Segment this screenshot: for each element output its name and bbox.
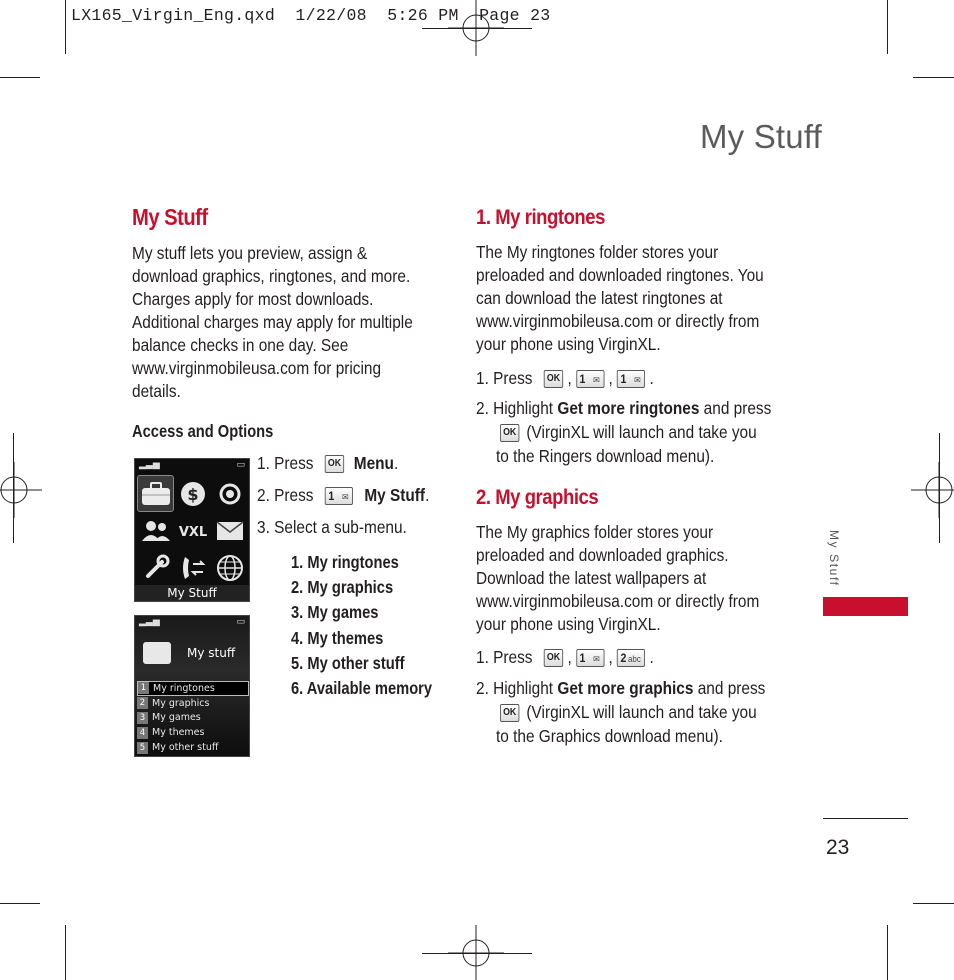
voicemail-symbol: ✉ <box>593 654 600 665</box>
crop-mark <box>13 433 14 543</box>
body-line: www.virginmobileusa.com or directly from <box>476 591 760 611</box>
screen-caption: My Stuff <box>135 585 249 601</box>
crop-mark <box>939 433 940 543</box>
submenu-list <box>291 550 432 701</box>
key-2-icon <box>617 649 645 667</box>
crop-mark <box>65 925 66 980</box>
registration-mark-icon <box>911 462 954 518</box>
screen-menu-item <box>137 711 249 726</box>
step-text: 2. Highlight <box>476 678 554 698</box>
key-digit: 1 <box>579 651 586 666</box>
status-bar <box>135 459 249 473</box>
step-text: and press <box>697 678 766 698</box>
key-letters: abc <box>628 654 641 665</box>
crop-mark <box>913 903 954 904</box>
access-step-2 <box>257 484 429 507</box>
screen-menu-item <box>137 740 249 755</box>
phone-screen-menu <box>134 458 250 602</box>
ringtones-step-2-cont <box>500 421 757 444</box>
intro-line: Additional charges may apply for multiple <box>132 312 413 332</box>
crop-mark <box>913 77 954 78</box>
footer-rule <box>823 818 908 819</box>
menu-icon-grid <box>137 475 249 587</box>
comma: , <box>563 368 577 388</box>
briefcase-icon <box>143 642 171 664</box>
submenu-item: 6. Available memory <box>291 677 433 698</box>
briefcase-icon <box>137 475 174 512</box>
item-label: My other stuff <box>152 742 219 754</box>
submenu-item: 5. My other stuff <box>291 652 405 673</box>
svg-text:$: $ <box>187 484 199 504</box>
submenu-item: 3. My games <box>291 602 379 623</box>
section-heading: My Stuff <box>132 204 208 230</box>
battery-icon: ▭ <box>236 617 245 627</box>
step-text: 1. Press <box>476 647 533 667</box>
screen-menu-list <box>137 681 249 755</box>
step-text: (VirginXL will launch and take you <box>526 702 757 722</box>
access-step-1 <box>257 452 398 475</box>
item-number: 5 <box>137 742 148 754</box>
svg-text:VXL: VXL <box>178 524 208 539</box>
graphics-step-2-cont <box>500 701 757 724</box>
ok-key-icon: OK <box>500 704 519 722</box>
intro-line: My stuff lets you preview, assign & <box>132 243 368 263</box>
signal-icon: ▂▃▅ <box>139 460 160 470</box>
ok-key-icon: OK <box>325 455 344 473</box>
period: . <box>645 368 654 388</box>
page-number: 23 <box>826 836 850 859</box>
body-line: Download the latest wallpapers at <box>476 568 707 588</box>
intro-line: download graphics, ringtones, and more. <box>132 266 411 286</box>
graphics-step-2 <box>476 677 765 700</box>
running-title: My Stuff <box>699 118 822 155</box>
people-icon <box>137 512 174 549</box>
intro-line: Charges apply for most downloads. <box>132 289 374 309</box>
ok-key-icon: OK <box>544 370 563 388</box>
crop-mark <box>887 0 888 54</box>
body-line: preloaded and downloaded ringtones. You <box>476 265 764 285</box>
key-1-icon <box>617 370 645 388</box>
crop-mark <box>65 0 66 54</box>
step-text: (VirginXL will launch and take you <box>526 422 757 442</box>
ringtones-step-1 <box>476 367 654 390</box>
key-digit: 1 <box>579 372 586 387</box>
graphics-paragraph <box>476 521 759 636</box>
access-step-3: 3. Select a sub-menu. <box>257 517 407 537</box>
signal-icon: ▂▃▅ <box>139 617 160 627</box>
step-bold: Get more graphics <box>557 678 694 698</box>
screen-menu-item <box>137 725 249 740</box>
key-1-icon <box>576 370 604 388</box>
step-bold: Get more ringtones <box>557 398 700 418</box>
intro-line: details. <box>132 381 181 401</box>
ringtones-step-2 <box>476 397 771 420</box>
body-line: preloaded and downloaded graphics. <box>476 545 729 565</box>
period: . <box>393 453 399 473</box>
voicemail-symbol: ✉ <box>341 492 349 503</box>
comma: , <box>604 647 618 667</box>
section-tab-marker <box>823 597 908 616</box>
key-digit: 2 <box>620 651 627 666</box>
item-label: My graphics <box>152 697 210 709</box>
envelope-icon <box>212 512 249 549</box>
registration-mark-icon <box>0 462 42 518</box>
vxl-logo <box>174 512 211 549</box>
key-1-icon <box>576 649 604 667</box>
step-text: 2. Press <box>257 485 314 505</box>
crop-mark <box>887 925 888 980</box>
screen-menu-item <box>137 681 249 696</box>
tools-icon <box>137 550 174 587</box>
ok-key-icon: OK <box>544 649 563 667</box>
intro-paragraph <box>132 242 413 403</box>
ringtones-paragraph <box>476 241 764 356</box>
status-bar <box>135 616 249 630</box>
intro-line: www.virginmobileusa.com for pricing <box>132 358 382 378</box>
screen-menu-item <box>137 696 249 711</box>
item-number: 1 <box>138 682 149 694</box>
ok-key-icon: OK <box>500 424 519 442</box>
step-text: 1. Press <box>476 368 533 388</box>
print-slug: LX165_Virgin_Eng.qxd 1/22/08 5:26 PM Page 23 <box>71 6 551 25</box>
body-line: can download the latest ringtones at <box>476 288 723 308</box>
body-line: The My graphics folder stores your <box>476 522 714 542</box>
graphics-step-1 <box>476 646 654 669</box>
body-line: your phone using VirginXL. <box>476 334 661 354</box>
dollar-icon <box>174 475 211 512</box>
step-text: and press <box>703 398 772 418</box>
body-line: your phone using VirginXL. <box>476 614 661 634</box>
crop-mark <box>422 953 532 954</box>
key-digit: 1 <box>328 489 335 504</box>
step-bold: My Stuff <box>364 485 426 505</box>
step-bold: Menu <box>353 453 394 473</box>
phone-screen-submenu <box>134 615 250 757</box>
phone-transfer-icon <box>174 550 211 587</box>
graphics-heading: 2. My graphics <box>476 486 599 509</box>
key-1-icon <box>325 487 353 505</box>
crop-mark <box>0 77 40 78</box>
item-number: 2 <box>137 697 148 709</box>
voicemail-symbol: ✉ <box>593 375 600 386</box>
ringtones-step-2-end: to the Ringers download menu). <box>496 446 715 466</box>
key-digit: 1 <box>620 372 627 387</box>
item-label: My ringtones <box>153 682 215 694</box>
comma: , <box>563 647 577 667</box>
submenu-item: 1. My ringtones <box>291 552 399 572</box>
screen-title: My stuff <box>187 646 236 660</box>
side-section-label: My Stuff <box>827 530 841 587</box>
graphics-step-2-end: to the Graphics download menu). <box>496 726 723 746</box>
submenu-item: 4. My themes <box>291 627 384 648</box>
item-label: My games <box>152 712 201 724</box>
access-heading: Access and Options <box>132 421 274 441</box>
item-number: 4 <box>137 727 148 739</box>
crop-mark <box>0 903 40 904</box>
period: . <box>645 647 654 667</box>
period: . <box>425 485 430 505</box>
battery-icon: ▭ <box>236 460 245 470</box>
ringtones-heading: 1. My ringtones <box>476 206 605 229</box>
step-text: 2. Highlight <box>476 398 554 418</box>
comma: , <box>604 368 618 388</box>
item-number: 3 <box>137 712 148 724</box>
body-line: The My ringtones folder stores your <box>476 242 719 262</box>
submenu-item: 2. My graphics <box>291 577 394 598</box>
globe-icon <box>212 550 249 587</box>
sunburst-icon <box>212 475 249 512</box>
step-text: 1. Press <box>257 453 314 473</box>
intro-line: balance checks in one day. See <box>132 335 349 355</box>
body-line: www.virginmobileusa.com or directly from <box>476 311 760 331</box>
voicemail-symbol: ✉ <box>634 375 641 386</box>
item-label: My themes <box>152 727 205 739</box>
